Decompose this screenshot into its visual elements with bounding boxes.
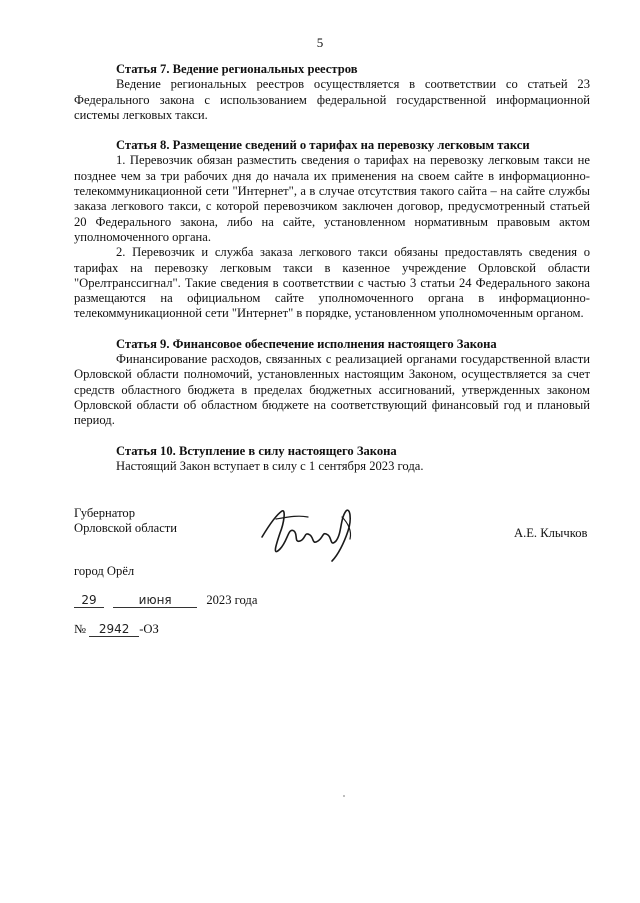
article-8-title: Статья 8. Размещение сведений о тарифах на перевозку легковым такси <box>116 138 530 153</box>
article-8-paragraph-1: 1. Перевозчик обязан разместить сведения о тарифах на перевозку легковым такси не позднее чем за три рабочих дня до начала их применения на своем сайте в информационно-телекоммуникационной сети "Интернет", а в случае отсутствия такого сайта – на сайте службы заказа легкового такси, с которой перевозчиком заключен договор, предусмотренный статьей 20 Федерального закона, либо на сайте, установленном нормативным правовым актом уполномоченного органа. <box>74 153 590 244</box>
law-number <box>74 622 159 637</box>
article-7 <box>74 62 590 123</box>
article-10 <box>74 444 590 475</box>
article-9-title: Статья 9. Финансовое обеспечение исполнения настоящего Закона <box>116 336 497 351</box>
document-body <box>74 62 590 489</box>
handwritten-signature-icon <box>258 497 358 567</box>
page-number: 5 <box>316 35 324 50</box>
scan-speck <box>343 795 345 797</box>
date-month: июня <box>113 593 197 608</box>
signer-position-line-2: Орловской области <box>74 521 178 536</box>
signer-name: А.Е. Клычков <box>514 526 588 540</box>
article-8 <box>74 138 590 322</box>
date-year: 2023 года <box>206 593 258 607</box>
signer-position-line-1: Губернатор <box>74 506 135 520</box>
article-7-title: Статья 7. Ведение региональных реестров <box>116 62 358 76</box>
law-number-prefix: № <box>74 622 87 636</box>
law-number-value: 2942 <box>89 622 139 637</box>
date-day: 29 <box>74 593 104 608</box>
law-number-suffix: -ОЗ <box>139 622 159 636</box>
article-9-paragraph-1: Финансирование расходов, связанных с реализацией органами государственной власти Орловской области полномочий, установленных настоящим Законом, осуществляется за счет средств областного бюджета в пределах бюджетных ассигнований, утвержденных законом Орловской области об областном бюджете на соответствующий финансовый год и плановый период. <box>74 352 590 428</box>
document-date <box>74 593 257 608</box>
article-9 <box>74 337 590 429</box>
article-7-paragraph-1: Ведение региональных реестров осуществляется в соответствии со статьей 23 Федерального закона с использованием федеральной государственной информационной системы легковых такси. <box>74 77 590 122</box>
city: город Орёл <box>74 564 135 578</box>
article-10-title: Статья 10. Вступление в силу настоящего Закона <box>116 443 397 458</box>
article-8-paragraph-2: 2. Перевозчик и служба заказа легкового такси обязаны предоставлять сведения о тарифах на перевозку легковым такси в казенное учреждение Орловской области "Орелтранссигнал". Такие сведения в соответствии с частью 3 статьи 24 Федерального закона размещаются на официальном сайте уполномоченного органа в информационно-телекоммуникационной сети "Интернет" в порядке, установленном уполномоченным органом. <box>74 245 590 321</box>
article-10-paragraph-1: Настоящий Закон вступает в силу с 1 сентября 2023 года. <box>116 458 424 473</box>
